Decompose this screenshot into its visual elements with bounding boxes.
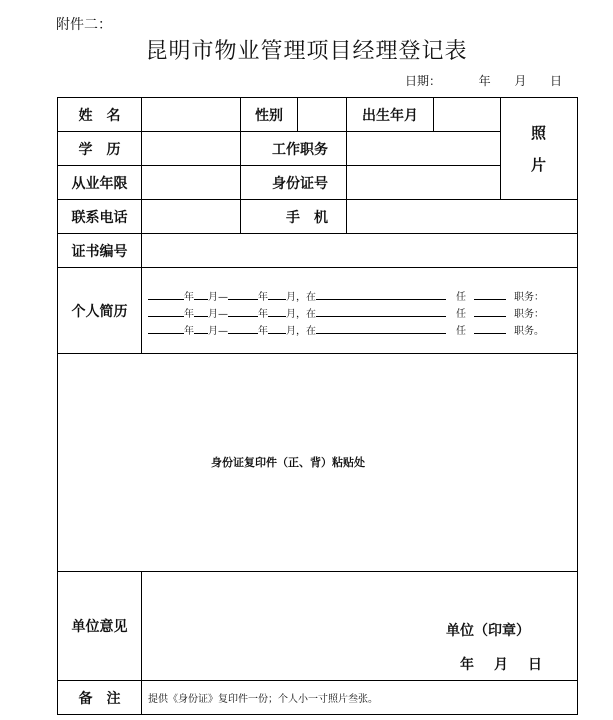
id-number-field[interactable] — [347, 166, 500, 199]
resume-line-1[interactable] — [148, 288, 544, 303]
education-label: 学 历 — [78, 141, 121, 158]
photo-label-bottom: 片 — [531, 156, 547, 174]
mobile-text: 手 机 — [286, 209, 328, 226]
phone-label: 联系电话 — [71, 209, 128, 226]
date-month: 月 — [514, 74, 527, 88]
job-title-label — [241, 132, 346, 165]
remarks-text: 提供《身份证》复印件一份；个人小一寸照片叁张。 — [148, 694, 378, 705]
resume-year: 年 — [184, 309, 194, 320]
job-title-text: 工作职务 — [272, 141, 328, 158]
photo-area[interactable] — [501, 98, 577, 199]
unit-date-year: 年 — [460, 657, 474, 673]
resume-role: 任 — [456, 292, 466, 303]
resume-blank[interactable] — [268, 306, 286, 317]
name-label: 姓 名 — [78, 107, 121, 124]
date-year: 年 — [478, 74, 491, 88]
phone-field[interactable] — [142, 200, 240, 233]
resume-year: 年 — [184, 326, 194, 337]
resume-blank[interactable] — [474, 323, 506, 334]
resume-at: ，在 — [296, 326, 316, 337]
resume-line-3[interactable] — [148, 322, 544, 337]
resume-dash: — — [218, 309, 228, 320]
resume-blank[interactable] — [148, 289, 184, 300]
resume-blank[interactable] — [194, 323, 208, 334]
unit-opinion-label: 单位意见 — [71, 619, 128, 635]
resume-month: 月 — [286, 326, 296, 337]
resume-line-2[interactable] — [148, 305, 544, 320]
resume-at: ，在 — [296, 309, 316, 320]
unit-date-month: 月 — [494, 657, 508, 673]
birth-label: 出生年月 — [362, 107, 418, 124]
job-title-field[interactable] — [347, 132, 500, 165]
resume-blank[interactable] — [268, 289, 286, 300]
education-field[interactable] — [142, 132, 240, 165]
birth-field[interactable] — [434, 98, 500, 131]
id-number-label — [241, 166, 346, 199]
resume-blank[interactable] — [474, 306, 506, 317]
resume-month: 月 — [208, 292, 218, 303]
resume-blank[interactable] — [316, 323, 446, 334]
unit-date-day: 日 — [528, 657, 542, 673]
resume-blank[interactable] — [474, 289, 506, 300]
resume-blank[interactable] — [194, 306, 208, 317]
resume-dash: — — [218, 326, 228, 337]
unit-date — [460, 654, 542, 674]
resume-blank[interactable] — [148, 323, 184, 334]
resume-blank[interactable] — [316, 289, 446, 300]
resume-blank[interactable] — [268, 323, 286, 334]
resume-blank[interactable] — [228, 289, 258, 300]
resume-blank[interactable] — [194, 289, 208, 300]
resume-role: 任 — [456, 326, 466, 337]
unit-seal-text: 单位（印章） — [446, 623, 530, 639]
mobile-field[interactable] — [347, 200, 577, 233]
resume-year: 年 — [258, 326, 268, 337]
resume-month: 月 — [286, 292, 296, 303]
gender-field[interactable] — [298, 98, 346, 131]
unit-opinion-field[interactable] — [142, 572, 577, 680]
resume-duty: 职务： — [514, 309, 544, 320]
resume-year: 年 — [258, 309, 268, 320]
resume-blank[interactable] — [228, 306, 258, 317]
certificate-label: 证书编号 — [71, 243, 128, 260]
resume-month: 月 — [208, 326, 218, 337]
id-number-text: 身份证号 — [272, 175, 328, 192]
resume-duty: 职务： — [514, 292, 544, 303]
id-copy-area[interactable] — [58, 354, 577, 571]
experience-label: 从业年限 — [71, 175, 128, 192]
resume-blank[interactable] — [148, 306, 184, 317]
resume-month: 月 — [208, 309, 218, 320]
remarks-label: 备 注 — [78, 691, 121, 707]
resume-year: 年 — [184, 292, 194, 303]
experience-field[interactable] — [142, 166, 240, 199]
id-copy-text: 身份证复印件（正、背）粘贴处 — [211, 456, 365, 469]
photo-label-top: 照 — [531, 124, 547, 142]
gender-label: 性别 — [255, 107, 283, 124]
date-day: 日 — [550, 74, 563, 88]
form-title: 昆明市物业管理项目经理登记表 — [145, 39, 468, 64]
resume-year: 年 — [258, 292, 268, 303]
resume-duty-end: 职务。 — [514, 326, 544, 337]
resume-month: 月 — [286, 309, 296, 320]
name-field[interactable] — [142, 98, 240, 131]
resume-role: 任 — [456, 309, 466, 320]
attachment-label: 附件二： — [56, 17, 112, 33]
certificate-field[interactable] — [142, 234, 577, 267]
date-label: 日期： — [405, 74, 442, 88]
resume-blank[interactable] — [228, 323, 258, 334]
resume-blank[interactable] — [316, 306, 446, 317]
resume-dash: — — [218, 292, 228, 303]
mobile-label — [241, 200, 346, 233]
resume-at: ，在 — [296, 292, 316, 303]
resume-label: 个人简历 — [71, 303, 128, 320]
